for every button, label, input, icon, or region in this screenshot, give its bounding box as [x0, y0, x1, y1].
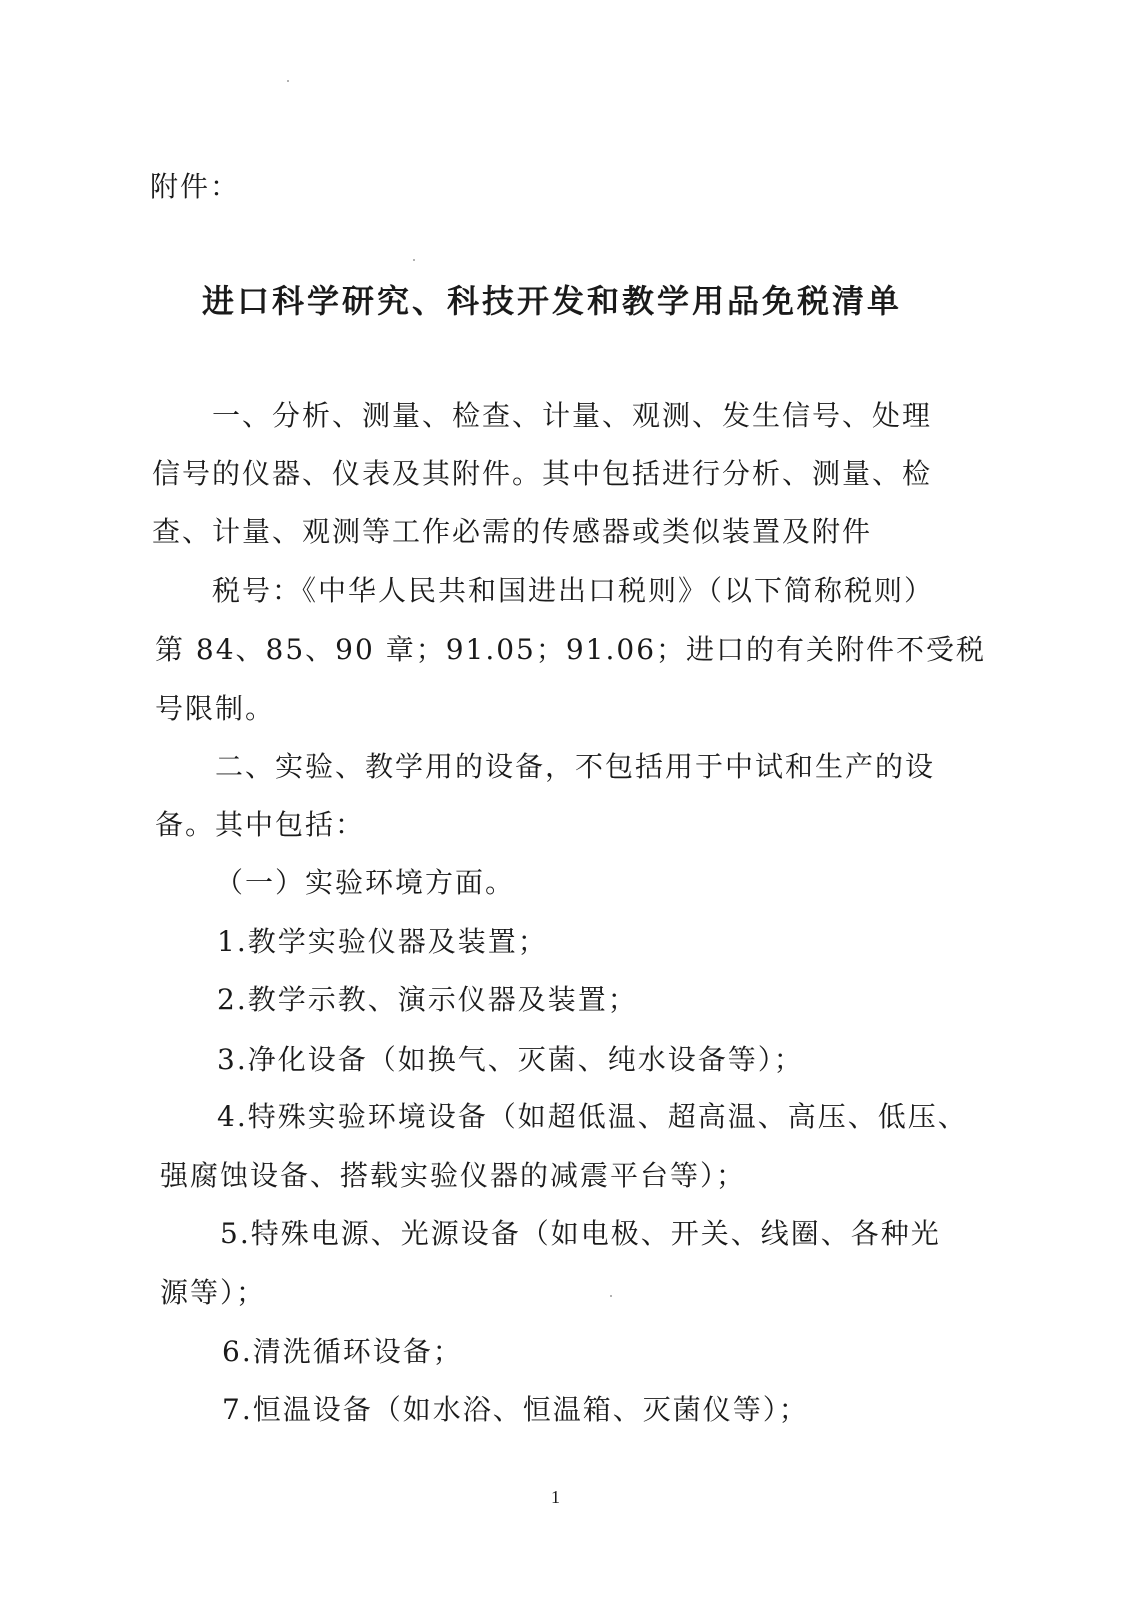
paragraph-line: 信号的仪器、仪表及其附件。其中包括进行分析、测量、检	[152, 457, 933, 490]
paragraph-line: 第 84、85、90 章；91.05；91.06；进口的有关附件不受税	[155, 633, 987, 666]
list-item: 2.教学示教、演示仪器及装置；	[217, 983, 638, 1016]
list-item: 3.净化设备（如换气、灭菌、纯水设备等）；	[217, 1043, 804, 1076]
paragraph-line: 二、实验、教学用的设备，不包括用于中试和生产的设	[215, 750, 936, 783]
list-item: 7.恒温设备（如水浴、恒温箱、灭菌仪等）；	[222, 1393, 809, 1426]
paragraph-line: 备。其中包括：	[155, 808, 366, 841]
page-number: 1	[551, 1487, 560, 1507]
paragraph-line: 查、计量、观测等工作必需的传感器或类似装置及附件	[152, 515, 873, 548]
list-item: 6.清洗循环设备；	[222, 1335, 463, 1368]
attachment-label: 附件：	[150, 170, 241, 203]
scan-speck	[287, 80, 289, 82]
list-item: 4.特殊实验环境设备（如超低温、超高温、高压、低压、	[217, 1100, 968, 1133]
list-item: 5.特殊电源、光源设备（如电极、开关、线圈、各种光	[220, 1217, 941, 1250]
paragraph-line: 号限制。	[155, 692, 276, 725]
paragraph-line: 一、分析、测量、检查、计量、观测、发生信号、处理	[212, 399, 933, 432]
paragraph-line: 税号：《中华人民共和国进出口税则》（以下简称税则）	[212, 574, 935, 607]
list-item-continuation: 源等）；	[160, 1276, 267, 1309]
section-heading: （一）实验环境方面。	[215, 866, 516, 899]
scan-speck	[610, 1295, 612, 1297]
document-title: 进口科学研究、科技开发和教学用品免税清单	[202, 282, 903, 320]
scan-speck	[413, 259, 415, 261]
list-item-continuation: 强腐蚀设备、搭载实验仪器的减震平台等）；	[160, 1159, 747, 1192]
list-item: 1.教学实验仪器及装置；	[217, 925, 548, 958]
